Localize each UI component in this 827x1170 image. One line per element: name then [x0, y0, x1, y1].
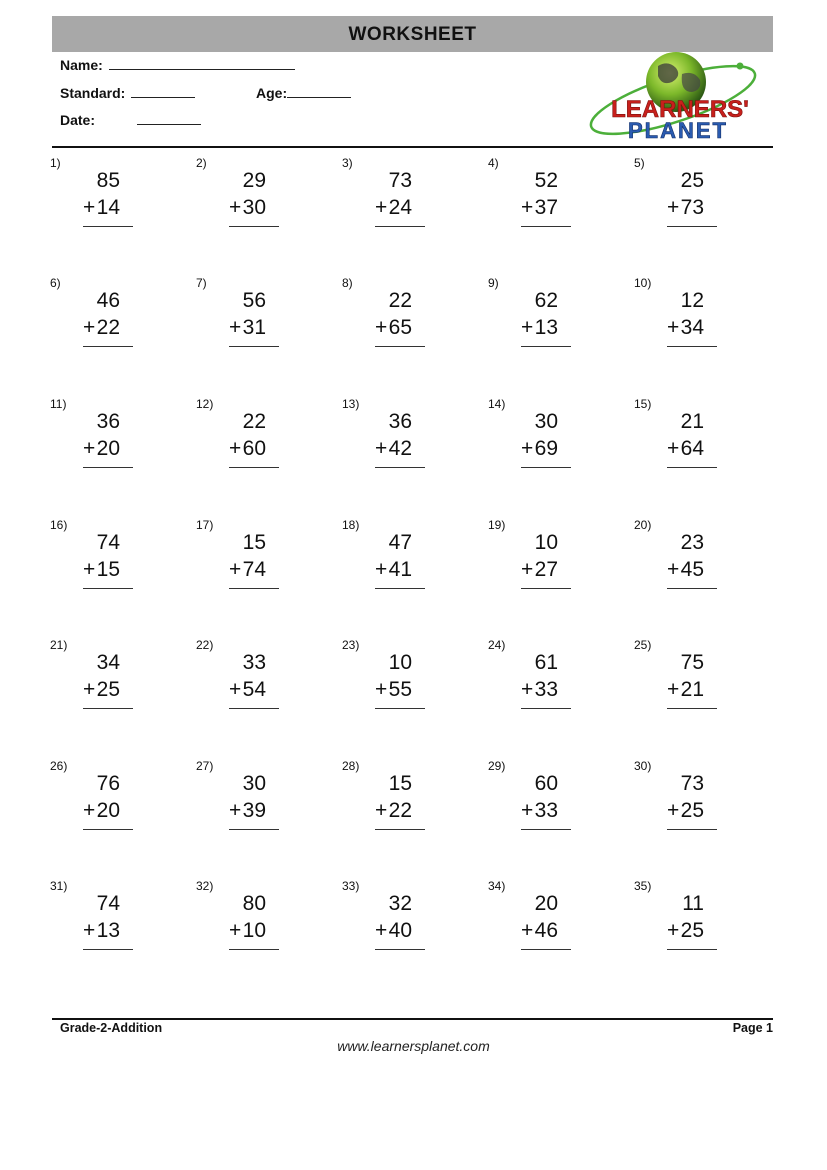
problem-number: 7)	[196, 276, 207, 290]
problem-20	[634, 518, 734, 598]
problem-number: 33)	[342, 879, 360, 893]
problem-number: 18)	[342, 518, 360, 532]
answer-line[interactable]	[229, 588, 279, 589]
plus-sign: +	[83, 316, 96, 339]
addend-top: 46	[96, 289, 120, 312]
problem-27	[196, 759, 296, 839]
plus-sign: +	[375, 196, 388, 219]
problem-14	[488, 397, 588, 477]
answer-line[interactable]	[667, 949, 717, 950]
addend-top: 29	[242, 169, 266, 192]
addend-top: 30	[242, 772, 266, 795]
problem-number: 12)	[196, 397, 214, 411]
addend-top: 61	[534, 651, 558, 674]
problem-29	[488, 759, 588, 839]
addend-bottom: 21	[680, 678, 704, 701]
problem-16	[50, 518, 150, 598]
problem-7	[196, 276, 296, 356]
answer-line[interactable]	[229, 949, 279, 950]
problem-number: 28)	[342, 759, 360, 773]
plus-sign: +	[229, 919, 242, 942]
answer-line[interactable]	[667, 346, 717, 347]
answer-line[interactable]	[375, 708, 425, 709]
problem-11	[50, 397, 150, 477]
problem-6	[50, 276, 150, 356]
problem-1	[50, 156, 150, 236]
plus-sign: +	[83, 678, 96, 701]
standard-label: Standard:	[60, 85, 126, 101]
plus-sign: +	[667, 437, 680, 460]
addend-bottom: 13	[534, 316, 558, 339]
addend-bottom: 25	[680, 919, 704, 942]
addend-bottom: 20	[96, 437, 120, 460]
answer-line[interactable]	[229, 467, 279, 468]
problem-25	[634, 638, 734, 718]
plus-sign: +	[521, 196, 534, 219]
name-label: Name:	[60, 57, 103, 73]
problem-number: 22)	[196, 638, 214, 652]
addend-bottom: 42	[388, 437, 412, 460]
plus-sign: +	[667, 919, 680, 942]
plus-sign: +	[521, 437, 534, 460]
problem-number: 6)	[50, 276, 61, 290]
addend-top: 21	[680, 410, 704, 433]
addend-top: 60	[534, 772, 558, 795]
addend-top: 15	[388, 772, 412, 795]
plus-sign: +	[521, 316, 534, 339]
addend-top: 36	[96, 410, 120, 433]
date-blank[interactable]	[137, 110, 201, 125]
answer-line[interactable]	[521, 467, 571, 468]
answer-line[interactable]	[83, 829, 133, 830]
addend-bottom: 14	[96, 196, 120, 219]
problem-3	[342, 156, 442, 236]
addend-bottom: 45	[680, 558, 704, 581]
problem-number: 14)	[488, 397, 506, 411]
problem-number: 4)	[488, 156, 499, 170]
addend-top: 74	[96, 892, 120, 915]
problem-15	[634, 397, 734, 477]
answer-line[interactable]	[229, 708, 279, 709]
addend-top: 12	[680, 289, 704, 312]
answer-line[interactable]	[229, 226, 279, 227]
date-field[interactable]	[60, 110, 201, 128]
answer-line[interactable]	[521, 829, 571, 830]
addend-top: 10	[388, 651, 412, 674]
answer-line[interactable]	[521, 226, 571, 227]
problem-number: 34)	[488, 879, 506, 893]
answer-line[interactable]	[667, 467, 717, 468]
plus-sign: +	[521, 919, 534, 942]
problem-number: 30)	[634, 759, 652, 773]
addend-top: 75	[680, 651, 704, 674]
plus-sign: +	[229, 678, 242, 701]
problem-number: 15)	[634, 397, 652, 411]
problem-number: 2)	[196, 156, 207, 170]
addend-top: 52	[534, 169, 558, 192]
problem-8	[342, 276, 442, 356]
answer-line[interactable]	[375, 588, 425, 589]
answer-line[interactable]	[667, 226, 717, 227]
problem-number: 17)	[196, 518, 214, 532]
answer-line[interactable]	[667, 708, 717, 709]
problem-number: 3)	[342, 156, 353, 170]
addend-top: 34	[96, 651, 120, 674]
addend-bottom: 10	[242, 919, 266, 942]
addend-bottom: 40	[388, 919, 412, 942]
answer-line[interactable]	[229, 829, 279, 830]
addend-bottom: 39	[242, 799, 266, 822]
plus-sign: +	[375, 437, 388, 460]
footer-page-number: Page 1	[732, 1021, 773, 1035]
worksheet-title: WORKSHEET	[52, 16, 773, 52]
answer-line[interactable]	[375, 829, 425, 830]
standard-blank[interactable]	[131, 83, 195, 98]
problem-32	[196, 879, 296, 959]
plus-sign: +	[229, 437, 242, 460]
addend-bottom: 37	[534, 196, 558, 219]
plus-sign: +	[375, 558, 388, 581]
date-label: Date:	[60, 112, 96, 128]
addend-top: 36	[388, 410, 412, 433]
answer-line[interactable]	[667, 588, 717, 589]
addend-bottom: 65	[388, 316, 412, 339]
addend-top: 10	[534, 531, 558, 554]
answer-line[interactable]	[83, 226, 133, 227]
problem-17	[196, 518, 296, 598]
addend-top: 11	[682, 892, 704, 915]
answer-line[interactable]	[229, 346, 279, 347]
problem-number: 10)	[634, 276, 652, 290]
addend-top: 80	[242, 892, 266, 915]
plus-sign: +	[229, 558, 242, 581]
addend-top: 73	[388, 169, 412, 192]
addend-bottom: 73	[680, 196, 704, 219]
addend-bottom: 41	[388, 558, 412, 581]
problem-33	[342, 879, 442, 959]
addend-bottom: 74	[242, 558, 266, 581]
plus-sign: +	[375, 678, 388, 701]
addend-top: 22	[388, 289, 412, 312]
problem-31	[50, 879, 150, 959]
plus-sign: +	[83, 196, 96, 219]
problem-18	[342, 518, 442, 598]
problem-12	[196, 397, 296, 477]
plus-sign: +	[83, 558, 96, 581]
footer-website: www.learnersplanet.com	[337, 1038, 490, 1054]
problem-number: 31)	[50, 879, 68, 893]
addend-top: 74	[96, 531, 120, 554]
problem-number: 21)	[50, 638, 68, 652]
problem-number: 29)	[488, 759, 506, 773]
plus-sign: +	[83, 919, 96, 942]
problem-number: 9)	[488, 276, 499, 290]
plus-sign: +	[521, 558, 534, 581]
addend-top: 73	[680, 772, 704, 795]
problem-9	[488, 276, 588, 356]
addend-top: 32	[388, 892, 412, 915]
problem-30	[634, 759, 734, 839]
addend-top: 20	[534, 892, 558, 915]
problem-22	[196, 638, 296, 718]
problem-number: 32)	[196, 879, 214, 893]
answer-line[interactable]	[375, 226, 425, 227]
addend-top: 62	[534, 289, 558, 312]
answer-line[interactable]	[375, 467, 425, 468]
addend-bottom: 24	[388, 196, 412, 219]
problem-number: 1)	[50, 156, 61, 170]
problem-number: 23)	[342, 638, 360, 652]
problem-34	[488, 879, 588, 959]
addend-bottom: 33	[534, 799, 558, 822]
plus-sign: +	[229, 799, 242, 822]
addend-bottom: 69	[534, 437, 558, 460]
addend-top: 33	[242, 651, 266, 674]
addend-top: 76	[96, 772, 120, 795]
addend-bottom: 22	[388, 799, 412, 822]
answer-line[interactable]	[375, 346, 425, 347]
name-field[interactable]	[60, 55, 295, 73]
plus-sign: +	[375, 799, 388, 822]
standard-field[interactable]	[60, 83, 195, 101]
addend-bottom: 64	[680, 437, 704, 460]
addend-bottom: 20	[96, 799, 120, 822]
addend-bottom: 33	[534, 678, 558, 701]
footer-divider	[52, 1018, 773, 1020]
problem-number: 8)	[342, 276, 353, 290]
answer-line[interactable]	[83, 467, 133, 468]
problem-number: 11)	[50, 397, 67, 411]
plus-sign: +	[229, 316, 242, 339]
logo-text-planet: PLANET	[628, 118, 728, 143]
answer-line[interactable]	[83, 949, 133, 950]
answer-line[interactable]	[521, 708, 571, 709]
plus-sign: +	[229, 196, 242, 219]
problem-number: 13)	[342, 397, 360, 411]
problem-13	[342, 397, 442, 477]
answer-line[interactable]	[83, 708, 133, 709]
addend-bottom: 30	[242, 196, 266, 219]
problem-21	[50, 638, 150, 718]
addend-bottom: 25	[96, 678, 120, 701]
plus-sign: +	[667, 316, 680, 339]
age-label: Age:	[256, 85, 288, 101]
problem-10	[634, 276, 734, 356]
problem-28	[342, 759, 442, 839]
addend-top: 56	[242, 289, 266, 312]
answer-line[interactable]	[521, 346, 571, 347]
addend-top: 23	[680, 531, 704, 554]
answer-line[interactable]	[521, 588, 571, 589]
addend-bottom: 15	[96, 558, 120, 581]
plus-sign: +	[667, 558, 680, 581]
addend-bottom: 46	[534, 919, 558, 942]
problem-number: 24)	[488, 638, 506, 652]
addend-bottom: 22	[96, 316, 120, 339]
problem-35	[634, 879, 734, 959]
plus-sign: +	[521, 799, 534, 822]
addend-top: 22	[242, 410, 266, 433]
plus-sign: +	[375, 316, 388, 339]
problem-24	[488, 638, 588, 718]
plus-sign: +	[83, 799, 96, 822]
problem-number: 26)	[50, 759, 68, 773]
plus-sign: +	[521, 678, 534, 701]
addend-bottom: 25	[680, 799, 704, 822]
problem-number: 35)	[634, 879, 652, 893]
plus-sign: +	[667, 799, 680, 822]
answer-line[interactable]	[521, 949, 571, 950]
addend-top: 47	[388, 531, 412, 554]
age-blank[interactable]	[287, 83, 351, 98]
learners-planet-logo	[588, 52, 768, 146]
problem-number: 25)	[634, 638, 652, 652]
name-blank[interactable]	[109, 55, 295, 70]
plus-sign: +	[83, 437, 96, 460]
answer-line[interactable]	[83, 346, 133, 347]
addend-top: 30	[534, 410, 558, 433]
problem-number: 16)	[50, 518, 68, 532]
answer-line[interactable]	[667, 829, 717, 830]
answer-line[interactable]	[83, 588, 133, 589]
problem-5	[634, 156, 734, 236]
problem-4	[488, 156, 588, 236]
addend-bottom: 34	[680, 316, 704, 339]
plus-sign: +	[375, 919, 388, 942]
addend-bottom: 13	[96, 919, 120, 942]
addend-top: 85	[96, 169, 120, 192]
addend-top: 25	[680, 169, 704, 192]
header-divider	[52, 146, 773, 148]
problem-2	[196, 156, 296, 236]
plus-sign: +	[667, 678, 680, 701]
addend-bottom: 54	[242, 678, 266, 701]
problem-19	[488, 518, 588, 598]
addend-bottom: 60	[242, 437, 266, 460]
addend-top: 15	[242, 531, 266, 554]
logo-text-learners: LEARNERS'	[611, 96, 749, 123]
problem-26	[50, 759, 150, 839]
answer-line[interactable]	[375, 949, 425, 950]
problem-number: 27)	[196, 759, 214, 773]
problem-23	[342, 638, 442, 718]
addend-bottom: 31	[242, 316, 266, 339]
age-field[interactable]	[256, 83, 351, 101]
addend-bottom: 55	[388, 678, 412, 701]
plus-sign: +	[667, 196, 680, 219]
footer-grade-label: Grade-2-Addition	[60, 1021, 163, 1035]
addend-bottom: 27	[534, 558, 558, 581]
problem-number: 19)	[488, 518, 506, 532]
problem-number: 5)	[634, 156, 645, 170]
problem-number: 20)	[634, 518, 652, 532]
